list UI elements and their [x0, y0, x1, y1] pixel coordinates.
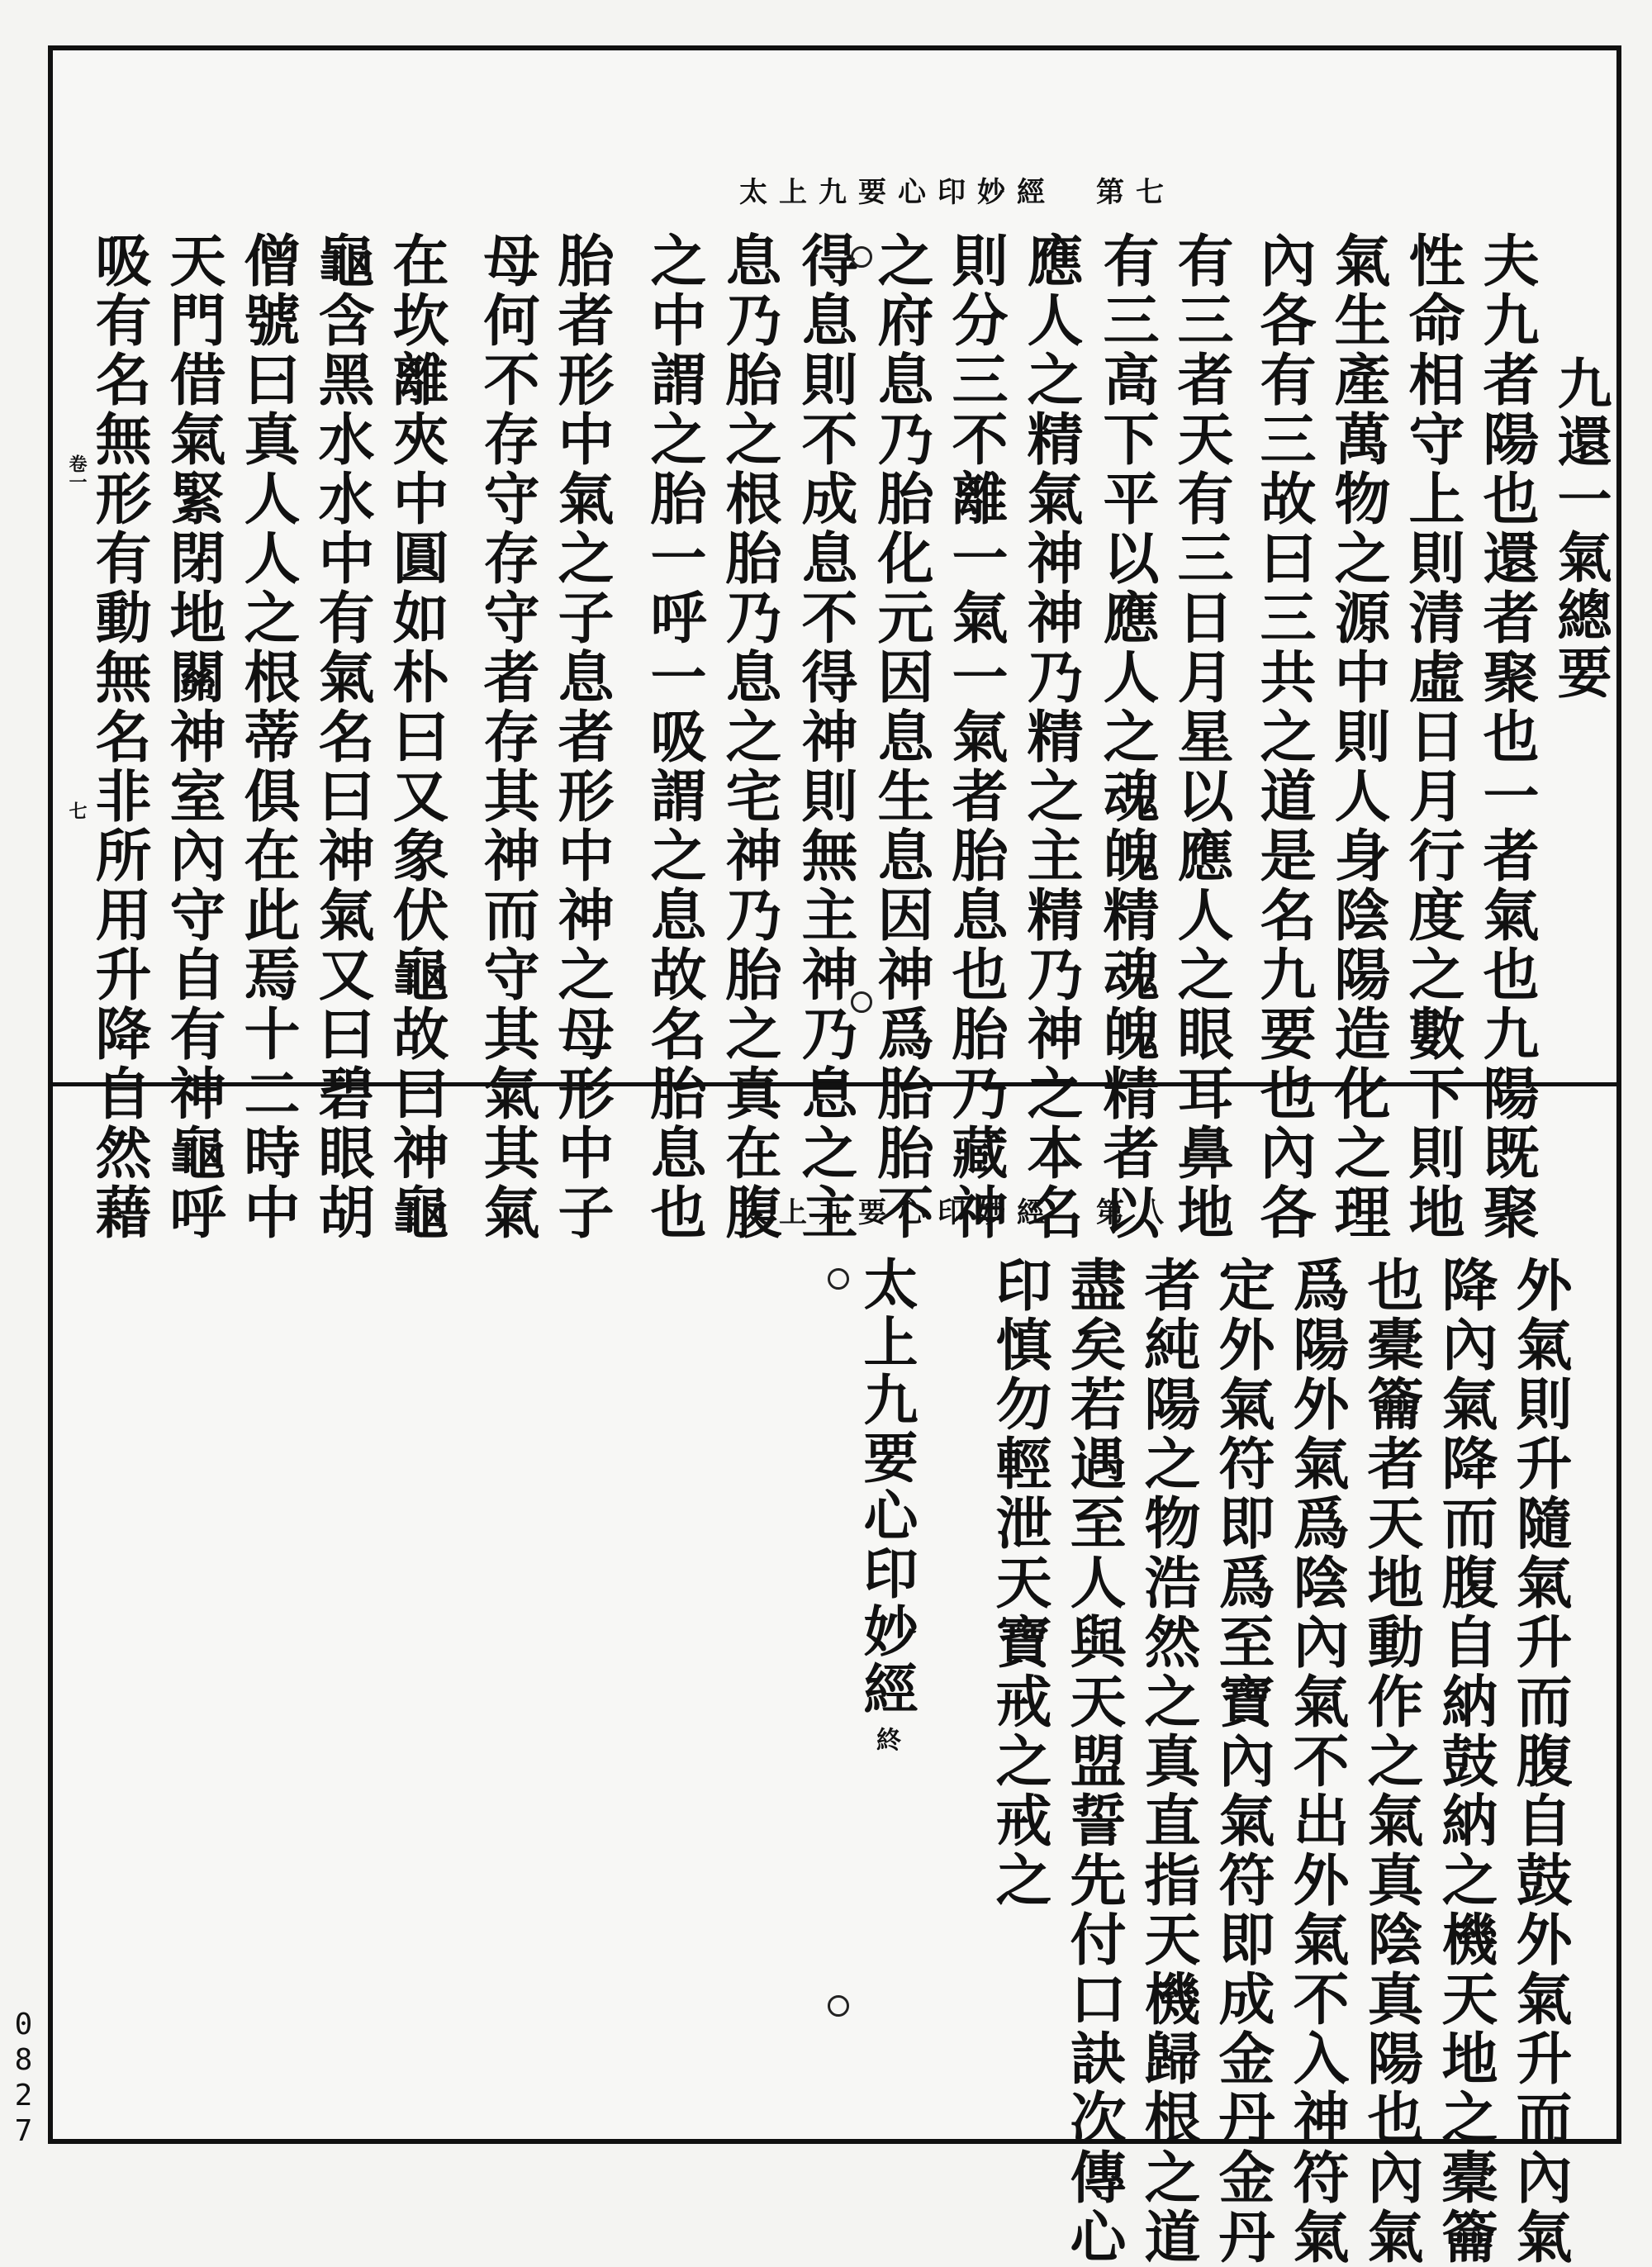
punctuation-circle — [851, 246, 872, 268]
closing-title: 太上九要心印妙經 — [854, 1256, 919, 1718]
upper-column-17: 僧號曰真人人之根蒂俱在此焉十二時中 — [235, 231, 301, 1243]
upper-column-5: 有三者天有三日月星以應人之眼耳鼻地 — [1168, 231, 1234, 1243]
upper-column-4: 內各有三故曰三共之道是名九要也內各 — [1251, 231, 1317, 1243]
lower-column-3: 也橐籥者天地動作之氣真陰真陽也內氣 — [1358, 1256, 1424, 2267]
upper-column-16: 龜含黑水水中有氣名曰神氣又曰碧眼胡 — [309, 231, 375, 1243]
lower-column-4: 爲陽外氣爲陰內氣不出外氣不入神符氣 — [1284, 1256, 1350, 2267]
upper-column-15: 在坎離夾中圓如朴曰又象伏龜故曰神龜 — [383, 231, 449, 1243]
margin-mark-leaf: 七 — [66, 801, 88, 820]
lower-column-6: 者純陽之物浩然之真直指天機歸根之道 — [1135, 1256, 1201, 2267]
upper-column-3: 氣生產萬物之源中則人身陰陽造化之理 — [1325, 231, 1391, 1243]
upper-column-7: 應人之精氣神神乃精之主精乃神之本名 — [1018, 231, 1084, 1243]
upper-column-9: 之府息乃胎化元因息生息因神爲胎胎不 — [868, 231, 934, 1243]
upper-column-13: 胎者形中氣之子息者形中神之母形中子 — [548, 231, 615, 1243]
upper-column-14: 母何不存守存守者存其神而守其氣其氣 — [474, 231, 540, 1243]
lower-header: 太上九要心印妙經 第八 — [739, 1196, 1175, 1229]
lower-column-7: 盡矣若遇至人與天盟誓先付口訣次傳心 — [1061, 1256, 1127, 2267]
upper-column-6: 有三高下平以應人之魂魄精魂魄精者以 — [1094, 231, 1160, 1243]
upper-column-18: 天門借氣緊閉地關神室內守自有神龜呼 — [160, 231, 226, 1243]
upper-header: 太上九要心印妙經 第七 — [739, 176, 1175, 209]
upper-column-8: 則分三不離一氣一氣者胎息也胎乃藏神 — [942, 231, 1009, 1243]
upper-column-19: 吸有名無形有動無名非所用升降自然藉 — [86, 231, 152, 1243]
lower-column-1: 外氣則升隨氣升而腹自鼓外氣升而內氣 — [1507, 1256, 1573, 2267]
lower-column-2: 降內氣降而腹自納鼓納之機天地之橐籥 — [1432, 1256, 1498, 2267]
margin-mark-volume: 卷一 — [66, 454, 88, 491]
upper-column-1: 夫九者陽也還者聚也一者氣也九陽既聚 — [1474, 231, 1540, 1243]
upper-section-title: 九還一氣總要 — [1548, 355, 1612, 702]
upper-column-11: 息乃胎之根胎乃息之宅神乃胎之真在腹 — [716, 231, 782, 1243]
closing-note: 終 — [871, 1727, 900, 1751]
page-number: 0827 — [7, 2008, 40, 2150]
punctuation-circle — [851, 991, 872, 1013]
upper-column-12: 之中謂之胎一呼一吸謂之息故名胎息也 — [641, 231, 707, 1243]
upper-column-10: 得息則不成息不得神則無主神乃息之主 — [792, 231, 858, 1243]
lower-column-8: 印慎勿輕泄天寶戒之戒之 — [986, 1256, 1052, 1910]
punctuation-circle — [828, 1268, 849, 1290]
lower-column-5: 定外氣符即爲至寶內氣符即成金丹金丹 — [1209, 1256, 1275, 2267]
upper-column-2: 性命相守上則清虛日月行度之數下則地 — [1399, 231, 1465, 1243]
punctuation-circle — [828, 1995, 849, 2017]
